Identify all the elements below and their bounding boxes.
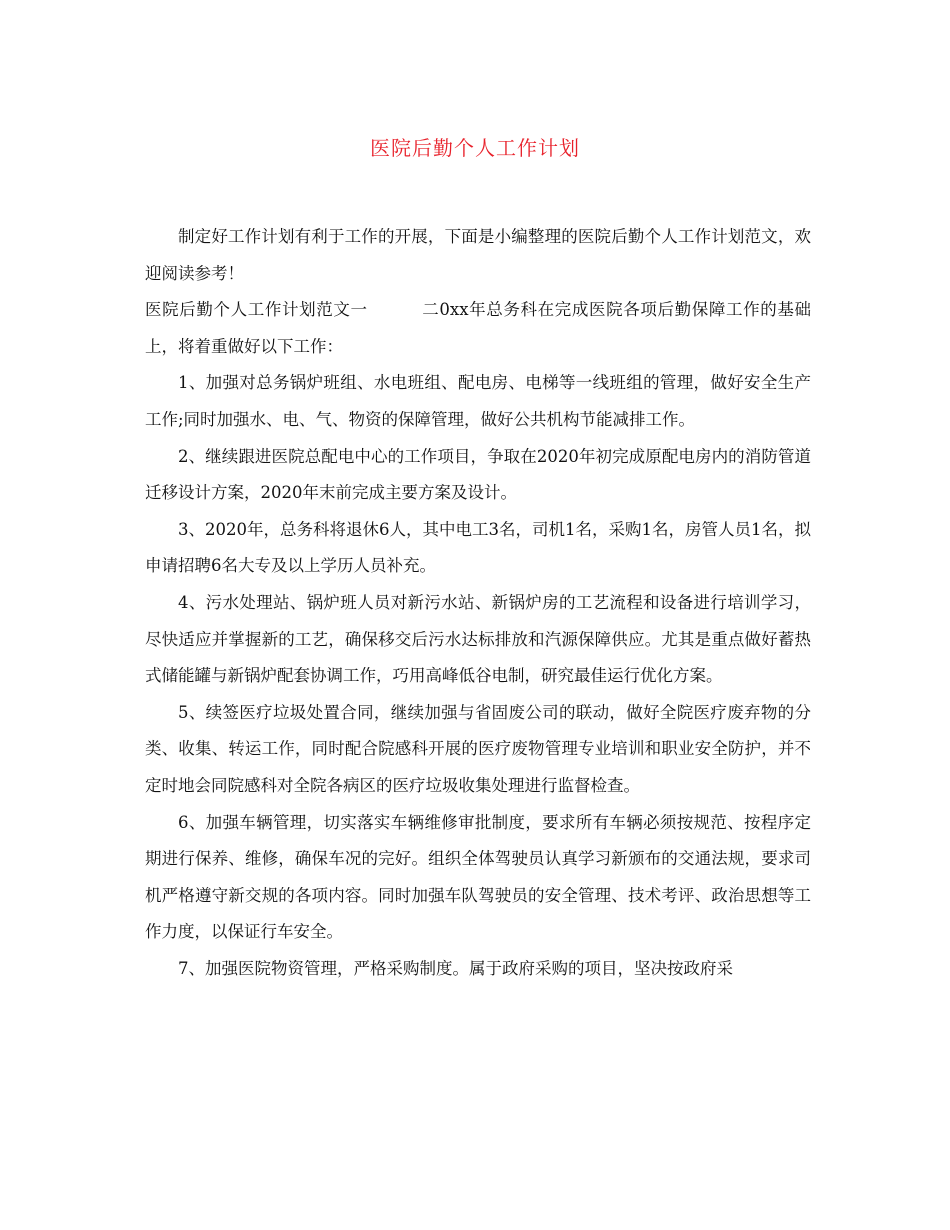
- plan-item-4: 4、污水处理站、锅炉班人员对新污水站、新锅炉房的工艺流程和设备进行培训学习，尽快适应并掌握新的工艺，确保移交后污水达标排放和汽源保障供应。尤其是重点做好蓄热式储能罐与新锅炉配套协调工作，巧用高峰低谷电制，研究最佳运行优化方案。: [145, 592, 811, 686]
- plan-item-7: 7、加强医院物资管理，严格采购制度。属于政府采购的项目，坚决按政府采: [178, 958, 733, 978]
- section-lead: 二0xx年总务科在完成医院各项后勤保障工作的基础上，将着重做好以下工作：: [145, 300, 812, 356]
- document-title: 医院后勤个人工作计划: [370, 136, 580, 160]
- plan-item-1: 1、加强对总务锅炉班组、水电班组、配电房、电梯等一线班组的管理，做好安全生产工作;同时加强水、电、气、物资的保障管理，做好公共机构节能减排工作。: [145, 373, 811, 429]
- plan-item-5: 5、续签医疗垃圾处置合同，继续加强与省固废公司的联动，做好全院医疗废弃物的分类、收集、转运工作，同时配合院感科开展的医疗废物管理专业培训和职业安全防护，并不定时地会同院感科对全院各病区的医疗垃圾收集处理进行监督检查。: [145, 702, 811, 795]
- document-body: [145, 219, 811, 987]
- plan-item-2: 2、继续跟进医院总配电中心的工作项目，争取在2020年初完成原配电房内的消防管道迁移设计方案，2020年末前完成主要方案及设计。: [145, 446, 811, 503]
- section-paragraph: [145, 292, 811, 365]
- section-heading: 医院后勤个人工作计划范文一: [145, 300, 368, 320]
- plan-item-6: 6、加强车辆管理，切实落实车辆维修审批制度，要求所有车辆必须按规范、按程序定期进行保养、维修，确保车况的完好。组织全体驾驶员认真学习新颁布的交通法规，要求司机严格遵守新交规的各项内容。同时加强车队驾驶员的安全管理、技术考评、政治思想等工作力度，以保证行车安全。: [145, 812, 811, 942]
- intro-paragraph: 制定好工作计划有利于工作的开展，下面是小编整理的医院后勤个人工作计划范文，欢迎阅读参考！: [145, 227, 811, 283]
- plan-item-3: 3、2020年，总务科将退休6人，其中电工3名，司机1名，采购1名，房管人员1名，拟申请招聘6名大专及以上学历人员补充。: [145, 519, 811, 576]
